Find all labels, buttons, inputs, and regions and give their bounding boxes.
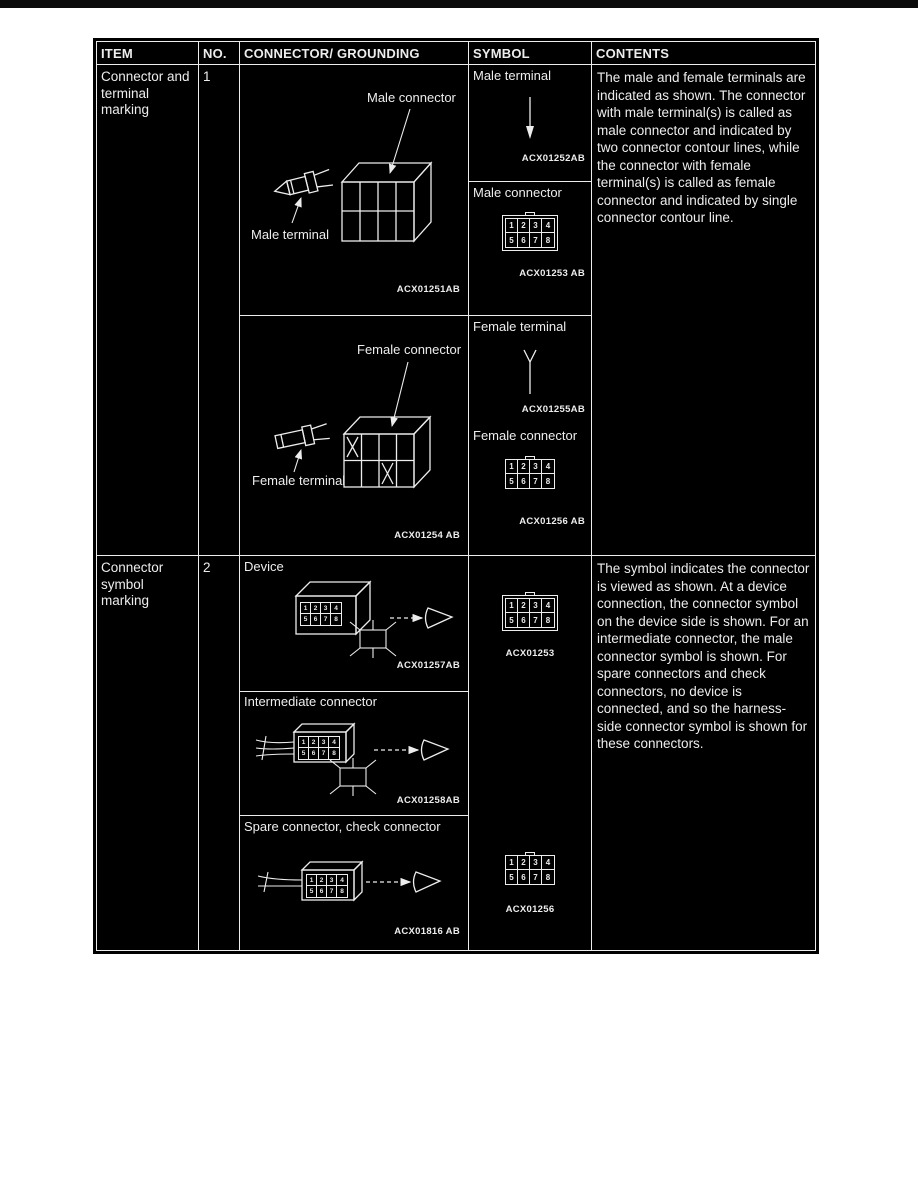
connector-pin-grid: 1 2 3 4 5 6 7 8 [505, 459, 555, 489]
connector-cell-row1 [240, 65, 469, 556]
contents-cell-row1: The male and female terminals are indicated as shown. The connector with male terminal(s) is called as male connector and indicated by two connector contour lines, while the connector with female terminal(s) is called as female connector and indicated by single connector contour line. [592, 65, 815, 556]
connector-pin-grid: 1 2 3 4 5 6 7 8 [306, 874, 348, 898]
device-connector-symbol [502, 592, 558, 631]
harness-wires [256, 736, 294, 760]
female-terminal-symbol-icon [518, 346, 542, 398]
female-connector-symbol [505, 456, 555, 489]
connector-pin-grid: 1 2 3 4 5 6 7 8 [298, 736, 340, 760]
figure-code: ACX01816 AB [394, 926, 460, 937]
connector-cell-row2 [240, 556, 469, 950]
intermediate-connector-figure [240, 692, 468, 816]
legend-table [93, 38, 819, 954]
item-cell-row1: Connector and terminal marking [97, 65, 199, 556]
female-connector-drawing [344, 417, 430, 487]
column-header-symbol: SYMBOL [469, 42, 592, 65]
no-cell-row2: 2 [199, 556, 240, 950]
leader-arrow [294, 450, 301, 472]
male-connector-label: Male connector [367, 90, 456, 105]
mating-connector-starburst [350, 620, 396, 658]
male-terminal-drawing [272, 168, 333, 201]
mating-connector-starburst [330, 758, 376, 796]
figure-code: ACX01251AB [396, 284, 460, 295]
leader-arrow [292, 198, 301, 223]
figure-code: ACX01256 [505, 904, 555, 915]
figure-code: ACX01252AB [521, 153, 585, 164]
connector-pin-grid: 1 2 3 4 5 6 7 8 [505, 598, 555, 628]
column-header-no: NO. [199, 42, 240, 65]
connector-pin-grid: 1 2 3 4 5 6 7 8 [300, 602, 342, 626]
male-terminal-symbol-icon [518, 93, 542, 143]
male-terminal-label: Male terminal [251, 227, 330, 242]
female-symbols-section [469, 316, 591, 556]
symbol-cell-row2 [469, 556, 592, 950]
view-cone-icon [426, 608, 453, 628]
device-figure [240, 556, 468, 692]
spare-connector-figure [240, 816, 468, 950]
spare-connector-label: Spare connector, check connector [244, 819, 441, 834]
figure-code: ACX01257AB [396, 660, 460, 671]
male-connector-symbol [502, 212, 558, 251]
column-header-item: ITEM [97, 42, 199, 65]
figure-code: ACX01254 AB [394, 530, 460, 541]
female-connector-symbol-label: Female connector [473, 428, 578, 443]
view-cone-icon [422, 740, 449, 760]
male-terminal-symbol-section [469, 65, 591, 182]
figure-code: ACX01253 [505, 648, 555, 659]
item-cell-row2: Connector symbol marking [97, 556, 199, 950]
female-connector-figure [240, 316, 468, 556]
column-header-connector-grounding: CONNECTOR/ GROUNDING [240, 42, 469, 65]
symbol-cell-row1 [469, 65, 592, 556]
intermediate-connector-label: Intermediate connector [244, 694, 377, 709]
device-illustration [240, 556, 468, 692]
male-connector-drawing [342, 163, 431, 241]
female-connector-label: Female connector [357, 342, 462, 357]
figure-code: ACX01256 AB [519, 516, 585, 527]
connector-pin-grid: 1 2 3 4 5 6 7 8 [505, 218, 555, 248]
female-terminal-label: Female terminal [252, 473, 346, 488]
connector-pin-grid: 1 2 3 4 5 6 7 8 [505, 855, 555, 885]
figure-code: ACX01253 AB [519, 268, 585, 279]
scan-edge-artifact [0, 0, 918, 8]
harness-wires [258, 872, 302, 892]
figure-code: ACX01255AB [521, 404, 585, 415]
female-terminal-symbol-label: Female terminal [473, 319, 567, 334]
male-connector-figure [240, 65, 468, 316]
no-cell-row1: 1 [199, 65, 240, 556]
column-header-contents: CONTENTS [592, 42, 815, 65]
view-cone-icon [414, 872, 441, 892]
contents-cell-row2: The symbol indicates the connector is viewed as shown. At a device connection, the connector symbol on the device side is shown. For an intermediate connector, the male connector symbol is shown. For spare connectors and check connectors, no device is connected, and so the harness-side connector symbol is shown for these connectors. [597, 561, 810, 751]
male-terminal-symbol-label: Male terminal [473, 68, 552, 83]
harness-connector-symbol [505, 852, 555, 885]
figure-code: ACX01258AB [396, 795, 460, 806]
female-terminal-drawing [274, 422, 330, 452]
male-connector-symbol-label: Male connector [473, 185, 562, 200]
legend-table-grid [96, 41, 816, 951]
male-connector-symbol-section [469, 182, 591, 316]
device-label: Device [244, 559, 284, 574]
